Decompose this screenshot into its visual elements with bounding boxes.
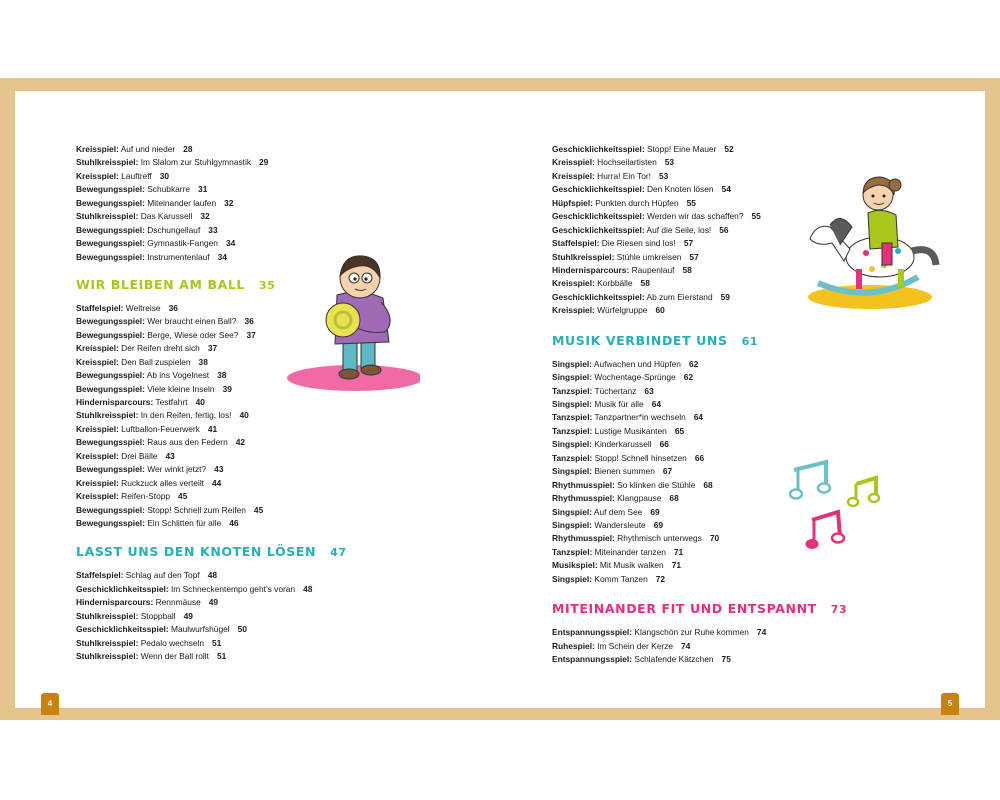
entry-type: Bewegungsspiel:	[76, 504, 145, 515]
section-title: MITEINANDER FIT UND ENTSPANNT	[552, 601, 817, 617]
entry-page: 48	[303, 583, 313, 594]
section-heading[interactable]	[76, 535, 496, 569]
entry-type: Rhythmusspiel:	[552, 533, 615, 544]
entry-title: Berge, Wiese oder See?	[144, 329, 239, 340]
entry-page: 57	[689, 251, 699, 262]
entry-title: Stühle umkreisen	[614, 251, 682, 262]
toc-entry[interactable]	[76, 156, 496, 169]
entry-type: Singspiel:	[552, 519, 593, 530]
toc-entry[interactable]	[552, 143, 972, 156]
entry-type: Bewegungsspiel:	[76, 329, 145, 340]
toc-entry[interactable]	[76, 224, 496, 237]
entry-title: Stopp! Schnell zum Reifen	[144, 504, 246, 515]
entry-type: Staffelspiel:	[76, 302, 124, 313]
entry-title: Wer winkt jetzt?	[144, 464, 207, 475]
entry-title: Miteinander laufen	[144, 197, 217, 208]
entry-title: Wochentage-Sprünge	[592, 372, 676, 383]
toc-entry[interactable]	[76, 409, 496, 422]
entry-page: 32	[200, 211, 210, 222]
toc-entry-list	[76, 569, 496, 663]
boy-with-ball-illustration	[285, 250, 420, 395]
entry-page: 40	[195, 397, 205, 407]
toc-entry[interactable]	[76, 396, 496, 409]
entry-page: 45	[253, 504, 264, 515]
entry-page: 57	[683, 238, 694, 249]
entry-title: Komm Tanzen	[592, 573, 648, 584]
entry-type: Stuhlkreisspiel:	[76, 410, 139, 421]
entry-page: 50	[237, 624, 247, 635]
toc-entry[interactable]	[76, 504, 496, 517]
entry-page: 43	[165, 450, 175, 461]
toc-entry[interactable]	[552, 573, 972, 586]
toc-entry[interactable]	[552, 425, 972, 438]
entry-title: Im Schneckentempo geht’s voran	[168, 583, 296, 594]
entry-title: Gymnastik-Fangen	[144, 238, 218, 249]
entry-title: Reifen-Stopp	[118, 491, 171, 502]
toc-entry[interactable]	[76, 596, 496, 609]
entry-title: Musik für alle	[592, 399, 644, 409]
entry-type: Kreisspiel:	[76, 491, 119, 502]
entry-title: Auf dem See	[592, 506, 643, 517]
entry-title: Schubkarre	[144, 184, 191, 195]
entry-type: Staffelspiel:	[552, 238, 600, 249]
entry-page: 41	[207, 423, 218, 434]
toc-entry[interactable]	[76, 183, 496, 196]
entry-title: Schlag auf den Topf	[123, 570, 200, 581]
entry-title: Klangschön zur Ruhe kommen	[632, 627, 749, 638]
entry-type: Geschicklichkeitsspiel:	[552, 144, 645, 154]
entry-type: Stuhlkreisspiel:	[76, 610, 139, 621]
toc-entry[interactable]	[552, 385, 972, 398]
toc-entry[interactable]	[76, 170, 496, 183]
entry-page: 34	[225, 238, 236, 249]
entry-type: Ruhespiel:	[552, 640, 595, 651]
entry-type: Hüpfspiel:	[552, 197, 593, 208]
entry-page: 53	[659, 170, 669, 181]
toc-entry[interactable]	[552, 371, 972, 384]
entry-page: 56	[719, 224, 729, 235]
entry-page: 49	[183, 610, 193, 621]
toc-entry[interactable]	[76, 637, 496, 650]
entry-type: Singspiel:	[552, 466, 593, 477]
toc-entry[interactable]	[552, 506, 972, 519]
entry-type: Kreisspiel:	[552, 170, 595, 181]
entry-page: 60	[655, 305, 665, 316]
entry-page: 64	[651, 399, 662, 409]
page-number-left: 4	[41, 693, 59, 715]
entry-type: Bewegungsspiel:	[76, 517, 145, 528]
entry-title: In den Reifen, fertig, los!	[138, 410, 232, 421]
toc-entry[interactable]	[552, 519, 972, 532]
entry-title: Schlafende Kätzchen	[632, 654, 714, 664]
entry-page: 69	[650, 506, 660, 517]
entry-title: Wenn der Ball rollt	[138, 651, 209, 661]
entry-type: Singspiel:	[552, 372, 593, 383]
entry-type: Kreisspiel:	[552, 157, 595, 168]
toc-entry[interactable]	[552, 532, 972, 545]
entry-title: Lauftreff	[118, 170, 152, 181]
entry-title: Raus aus den Federn	[144, 437, 228, 448]
entry-title: Instrumentenlauf	[144, 251, 210, 262]
section-title: LASST UNS DEN KNOTEN LÖSEN	[76, 544, 317, 560]
toc-entry[interactable]	[552, 465, 972, 478]
page-number-right: 5	[941, 693, 959, 715]
toc-entry[interactable]	[76, 623, 496, 636]
entry-page: 65	[674, 425, 685, 436]
entry-title: Viele kleine Inseln	[144, 383, 215, 394]
entry-page: 39	[222, 383, 232, 394]
entry-page: 74	[681, 640, 691, 651]
section-page: 73	[830, 603, 848, 617]
entry-type: Geschicklichkeitsspiel:	[552, 291, 645, 302]
entry-page: 63	[644, 385, 654, 396]
entry-type: Geschicklichkeitsspiel:	[552, 211, 645, 222]
section-page: 47	[330, 546, 347, 560]
entry-title: Den Ball zuspielen	[118, 356, 191, 367]
entry-type: Musikspiel:	[552, 560, 598, 571]
entry-type: Stuhlkreisspiel:	[76, 211, 139, 222]
toc-entry[interactable]	[552, 640, 972, 653]
entry-type: Geschicklichkeitsspiel:	[76, 583, 169, 594]
entry-type: Hindernisparcours:	[552, 264, 630, 275]
toc-entry[interactable]	[552, 546, 972, 559]
entry-page: 70	[709, 533, 720, 544]
entry-title: Die Riesen sind los!	[599, 238, 676, 249]
entry-type: Kreisspiel:	[552, 305, 595, 316]
entry-title: Hurra! Ein Tor!	[594, 170, 651, 181]
entry-type: Stuhlkreisspiel:	[552, 251, 615, 262]
entry-title: Der Reifen dreht sich	[118, 343, 200, 354]
entry-page: 42	[235, 437, 246, 448]
entry-page: 62	[683, 372, 694, 383]
entry-title: Stopp! Eine Mauer	[644, 144, 717, 154]
entry-title: Tüchertanz	[592, 385, 637, 396]
entry-title: Klangpause	[614, 493, 662, 504]
entry-page: 44	[212, 477, 222, 488]
entry-title: Tanzpartner*in wechseln	[592, 412, 686, 423]
entry-title: Auf die Seile, los!	[644, 224, 712, 235]
entry-type: Kreisspiel:	[76, 144, 119, 154]
toc-entry[interactable]	[552, 559, 972, 572]
entry-type: Stuhlkreisspiel:	[76, 651, 139, 661]
entry-title: Ein Schlitten für alle	[144, 517, 222, 528]
toc-entry[interactable]	[552, 653, 972, 666]
entry-title: Aufwachen und Hüpfen	[592, 358, 681, 369]
entry-title: Ab ins Vogelnest	[144, 370, 210, 381]
entry-type: Bewegungsspiel:	[76, 437, 145, 448]
toc-left-column	[76, 143, 496, 663]
entry-type: Entspannungsspiel:	[552, 627, 633, 638]
entry-title: Pedalo wechseln	[138, 637, 205, 648]
entry-page: 37	[246, 329, 256, 340]
entry-type: Kreisspiel:	[552, 278, 595, 289]
entry-type: Bewegungsspiel:	[76, 184, 145, 195]
entry-type: Bewegungsspiel:	[76, 197, 145, 208]
entry-title: Würfelgruppe	[594, 305, 648, 316]
entry-page: 43	[214, 464, 224, 475]
entry-type: Kreisspiel:	[76, 170, 119, 181]
entry-page: 72	[655, 573, 666, 584]
entry-type: Kreisspiel:	[76, 450, 119, 461]
entry-type: Bewegungsspiel:	[76, 224, 145, 235]
entry-title: Rennmäuse	[153, 597, 201, 608]
entry-page: 74	[756, 627, 767, 638]
entry-title: Bienen summen	[592, 466, 655, 477]
entry-page: 51	[212, 637, 222, 648]
entry-type: Singspiel:	[552, 573, 593, 584]
music-notes-illustration	[788, 458, 888, 553]
entry-title: Wer braucht einen Ball?	[144, 316, 237, 327]
entry-type: Singspiel:	[552, 358, 593, 369]
entry-page: 55	[686, 197, 696, 208]
toc-entry[interactable]	[552, 438, 972, 451]
entry-page: 71	[673, 546, 684, 557]
entry-page: 28	[183, 144, 193, 154]
entry-title: So klinken die Stühle	[614, 479, 696, 490]
entry-type: Tanzspiel:	[552, 425, 593, 436]
entry-type: Hindernisparcours:	[76, 397, 154, 407]
toc-entry[interactable]	[552, 358, 972, 371]
entry-title: Miteinander tanzen	[592, 546, 666, 557]
toc-entry[interactable]	[552, 452, 972, 465]
entry-page: 66	[694, 452, 705, 463]
entry-type: Singspiel:	[552, 399, 593, 409]
entry-title: Das Karussell	[138, 211, 193, 222]
entry-page: 68	[703, 479, 713, 490]
toc-entry[interactable]	[552, 398, 972, 411]
entry-type: Geschicklichkeitsspiel:	[76, 624, 169, 635]
section-page: 61	[741, 334, 759, 348]
toc-entry[interactable]	[76, 490, 496, 503]
entry-title: Hochseilartisten	[594, 157, 657, 168]
toc-entry[interactable]	[552, 479, 972, 492]
entry-page: 46	[229, 517, 239, 528]
entry-page: 33	[208, 224, 218, 235]
toc-entry[interactable]	[552, 492, 972, 505]
entry-page: 38	[198, 356, 208, 367]
entry-type: Stuhlkreisspiel:	[76, 637, 139, 648]
entry-page: 59	[720, 291, 730, 302]
entry-type: Tanzspiel:	[552, 546, 593, 557]
entry-type: Bewegungsspiel:	[76, 238, 145, 249]
toc-entry[interactable]	[552, 411, 972, 424]
entry-title: Stoppball	[138, 610, 176, 621]
entry-type: Kreisspiel:	[76, 356, 119, 367]
section-heading[interactable]	[552, 324, 972, 358]
toc-entry-list	[552, 626, 972, 666]
toc-entry[interactable]	[76, 423, 496, 436]
girl-on-rocking-horse-illustration	[800, 165, 945, 315]
entry-page: 52	[724, 144, 734, 154]
entry-page: 64	[693, 412, 704, 423]
toc-entry[interactable]	[76, 650, 496, 663]
section-page: 35	[258, 278, 276, 292]
entry-type: Geschicklichkeitsspiel:	[552, 184, 645, 195]
entry-title: Punkten durch Hüpfen	[592, 197, 679, 208]
entry-title: Im Slalom zur Stuhlgymnastik	[138, 157, 252, 168]
entry-title: Drei Bälle	[118, 450, 158, 461]
entry-page: 30	[159, 170, 170, 181]
entry-page: 53	[664, 157, 675, 168]
entry-page: 49	[208, 597, 219, 608]
toc-entry[interactable]	[76, 450, 496, 463]
entry-type: Singspiel:	[552, 506, 593, 517]
entry-type: Hindernisparcours:	[76, 597, 154, 608]
section-title: WIR BLEIBEN AM BALL	[76, 276, 245, 292]
entry-title: Den Knoten lösen	[644, 184, 714, 195]
entry-type: Geschicklichkeitsspiel:	[552, 224, 645, 235]
entry-page: 58	[640, 278, 650, 289]
entry-type: Stuhlkreisspiel:	[76, 157, 139, 168]
toc-entry[interactable]	[76, 237, 496, 250]
toc-entry[interactable]	[76, 436, 496, 449]
toc-entry[interactable]	[552, 626, 972, 639]
entry-page: 68	[669, 493, 679, 504]
toc-entry[interactable]	[76, 197, 496, 210]
entry-page: 51	[216, 651, 227, 661]
entry-page: 62	[688, 358, 699, 369]
entry-type: Rhythmusspiel:	[552, 493, 615, 504]
entry-type: Kreisspiel:	[76, 477, 119, 488]
entry-page: 31	[198, 184, 208, 195]
entry-title: Im Schein der Kerze	[594, 640, 674, 651]
section-heading[interactable]	[552, 592, 972, 626]
entry-type: Rhythmusspiel:	[552, 479, 615, 490]
entry-page: 40	[239, 410, 249, 421]
entry-page: 34	[217, 251, 227, 262]
entry-type: Bewegungsspiel:	[76, 251, 145, 262]
toc-entry[interactable]	[76, 463, 496, 476]
entry-title: Raupenlauf	[629, 264, 675, 275]
entry-title: Auf und nieder	[118, 144, 176, 154]
entry-title: Dschungellauf	[144, 224, 201, 235]
entry-page: 45	[178, 491, 188, 502]
toc-entry[interactable]	[76, 610, 496, 623]
entry-title: Ruckzuck alles verteilt	[118, 477, 205, 488]
entry-title: Weltreise	[123, 302, 161, 313]
entry-type: Staffelspiel:	[76, 570, 124, 581]
entry-page: 71	[671, 560, 682, 571]
entry-title: Lustige Musikanten	[592, 425, 667, 436]
entry-type: Bewegungsspiel:	[76, 370, 145, 381]
toc-entry-list	[552, 358, 972, 586]
entry-title: Luftballon-Feuerwerk	[118, 423, 200, 434]
section-title: MUSIK VERBINDET UNS	[552, 332, 728, 348]
entry-page: 29	[259, 157, 269, 168]
entry-page: 58	[682, 264, 692, 275]
entry-type: Bewegungsspiel:	[76, 383, 145, 394]
entry-page: 55	[751, 211, 761, 222]
entry-page: 75	[721, 654, 731, 664]
entry-page: 37	[207, 343, 218, 354]
entry-type: Entspannungsspiel:	[552, 654, 633, 664]
entry-page: 36	[168, 302, 178, 313]
entry-type: Tanzspiel:	[552, 385, 593, 396]
entry-page: 54	[721, 184, 731, 195]
entry-title: Wandersleute	[592, 519, 646, 530]
entry-page: 48	[207, 570, 218, 581]
toc-entry[interactable]	[76, 143, 496, 156]
toc-entry[interactable]	[76, 583, 496, 596]
entry-page: 32	[224, 197, 234, 208]
entry-title: Kinderkarussell	[592, 439, 652, 450]
entry-page: 67	[662, 466, 673, 477]
entry-title: Ab zum Eierstand	[644, 291, 713, 302]
entry-page: 36	[244, 316, 254, 327]
entry-title: Rhythmisch unterwegs	[614, 533, 702, 544]
toc-entry-list	[76, 143, 496, 264]
entry-title: Stopp! Schnell hinsetzen	[592, 452, 687, 463]
entry-title: Mit Musik walken	[597, 560, 664, 571]
entry-type: Kreisspiel:	[76, 423, 119, 434]
entry-type: Kreisspiel:	[76, 343, 119, 354]
toc-entry[interactable]	[76, 569, 496, 582]
entry-title: Korbbälle	[594, 278, 633, 289]
toc-entry[interactable]	[76, 477, 496, 490]
entry-type: Tanzspiel:	[552, 412, 593, 423]
toc-entry[interactable]	[76, 517, 496, 530]
entry-type: Singspiel:	[552, 439, 593, 450]
entry-type: Bewegungsspiel:	[76, 464, 145, 475]
entry-type: Bewegungsspiel:	[76, 316, 145, 327]
entry-type: Tanzspiel:	[552, 452, 593, 463]
entry-page: 66	[659, 439, 669, 450]
entry-title: Maulwurfshügel	[168, 624, 230, 635]
entry-title: Werden wir das schaffen?	[644, 211, 744, 222]
entry-page: 69	[653, 519, 664, 530]
entry-title: Testfahrt	[153, 397, 188, 407]
entry-page: 38	[217, 370, 227, 381]
toc-entry[interactable]	[76, 210, 496, 223]
